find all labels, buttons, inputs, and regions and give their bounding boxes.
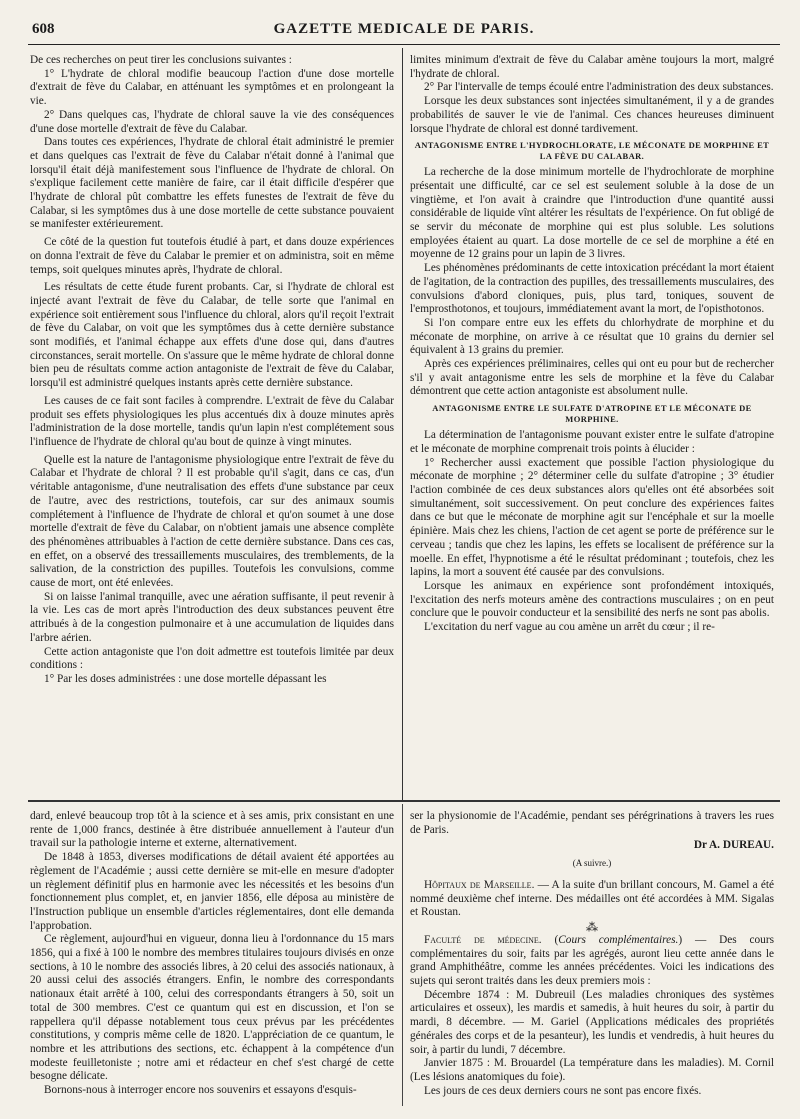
feuilleton-rule [28,800,780,802]
paragraph: De 1848 à 1853, diverses modifications de détail avaient été apportées au règlement de l'Académie ; aussi cette dernière se mit-elle en mesure d'adopter un règlement définitif plus en harmonie avec les nécessités et les besoins d'un fonctionnement plus complet, et, en janvier 1856, elle déposa au ministère de l'Instruction publique un ensemble d'articles réglementaires, dont elle demanda l'approbation. [30,851,394,932]
paragraph: Janvier 1875 : M. Brouardel (La température dans les maladies). M. Cornil (Les lésions anatomiques du foie). [410,1057,774,1083]
paragraph: 1° L'hydrate de chloral modifie beaucoup l'action d'une dose mortelle d'extrait de fève du Calabar, en atténuant les symptômes et en prolongeant la vie. [30,67,394,108]
paragraph: Lorsque les deux substances sont injectées simultanément, il y a de grandes probabilités de sauver le vie de l'animal. Ces chances heureuses diminuent lorsque l'hydrate de chloral est donné tardivement. [410,95,774,135]
paragraph: Quelle est la nature de l'antagonisme physiologique entre l'extrait de fève du Calabar et l'hydrate de chloral ? Il est probable qu'il s'agit, dans ce cas, d'un véritable antagonisme, d'une neutralisation des effets d'une substance par ceux de l'autre, avec des restrictions, toutefois, car sur des animaux soumis complétement à l'influence de l'hydrate de chloral et qu'on soumet à une dose mortelle d'extrait de fève du Calabar, on n'obtient jamais une absence complète des phénomènes attribuables à l'action de cette dernière substance. Dans ces cas, en effet, on a observé des tressaillements musculaires, des tremblements, de la salivation, de la constriction des pupilles. Toutefois les convulsions, comme cause de mort, ont été enlevées. [30,453,394,590]
paragraph: Dans toutes ces expériences, l'hydrate de chloral était administré le premier et dans quelques cas l'extrait de fève du Calabar n'était donné à l'animal que lorsqu'il était déjà manifestement sous l'influence de l'hydrate de chloral. On s'explique facilement cette manière de faire, car il était difficile d'espérer que l'hydrate de chloral pût combattre les effets funestes de l'extrait de fève du Calabar, si les symptômes dus à une dose mortelle de cette substance pouvaient se manifester extérieurement. [30,136,394,231]
paragraph: La recherche de la dose minimum mortelle de l'hydrochlorate de morphine présentait une difficulté, car ce sel est seulement soluble à la dose de un vingtième, et l'on avait à craindre que l'introduction d'une quantité aussi considérable de liquide vînt altérer les résultats de l'expérience. On fut obligé de se servir du méconate de morphine qui est plus soluble. Les solutions employées étaient au quart. La dose mortelle de ce sel de morphine a été en moyenne de 12 grains pour un lapin de 3 livres. [410,166,774,261]
paragraph: Faculté de médecine. (Cours complémentaires.) — Des cours complémentaires du soir, faits par les agrégés, auront lieu cette année dans le grand Amphithéâtre, comme les années précédentes. Voici les indications des sujets qui seront traités dans les deux premiers mois : [410,933,774,988]
paragraph: Cette action antagoniste que l'on doit admettre est toutefois limitée par deux conditions : [30,645,394,672]
paragraph: limites minimum d'extrait de fève du Calabar amène toujours la mort, malgré l'hydrate de chloral. [410,54,774,80]
article-column-right [410,54,774,798]
paragraph: Après ces expériences préliminaires, celles qui ont eu pour but de rechercher s'il y avait antagonisme entre les sels de morphine et la fève du Calabar démontrent que cette action antagoniste est absolument nulle. [410,358,774,398]
section-heading: ANTAGONISME ENTRE L'HYDROCHLORATE, LE MÉCONATE DE MORPHINE ET LA FÈVE DU CALABAR. [414,140,770,162]
paragraph: ⁂ [586,919,598,934]
paragraph: 1° Rechercher aussi exactement que possible l'action physiologique du méconate de morphine ; 2° déterminer celle du sulfate d'atropine ; 3° étudier l'action combinée de ces deux substances alors qu'elles ont été absorbées soit simultanément, soit successivement. On peut conclure des expériences faites dans ce but que le méconate de morphine agit sur l'encéphale et sur la moelle épinière. Mais chez les chiens, l'action de cet agent se porte de préférence sur le cerveau ; tandis que chez les lapins, les effets se localisent de préférence sur la moelle. En effet, l'hypnotisme a été le résultat prédominant ; toutefois, chez les lapins, la mort a souvent été causée par des convulsions. [410,456,774,579]
paragraph: 2° Par l'intervalle de temps écoulé entre l'administration des deux substances. [424,81,774,94]
feuilleton-column-left [30,810,394,1110]
paragraph: Les jours de ces deux derniers cours ne sont pas encore fixés. [424,1084,702,1097]
paragraph: Hôpitaux de Marseille. — A la suite d'un brillant concours, M. Gamel a été nommé deuxième chef interne. Des médailles ont été accordées à MM. Sigalas et Roustan. [410,878,774,919]
journal-title: GAZETTE MEDICALE DE PARIS. [273,21,535,37]
paragraph: 1° Par les doses administrées : une dose mortelle dépassant les [44,672,327,685]
paragraph: Bornons-nous à interroger encore nos souvenirs et essayons d'esquis- [44,1084,357,1097]
column-divider [402,48,403,800]
paragraph: Décembre 1874 : M. Dubreuil (Les maladies chroniques des systèmes articulaires et osseux), les mardis et samedis, à huit heures du soir, à partir du mardi, 8 décembre. — M. Gariel (Applications médicales des propriétés générales des corps et de la pesanteur), les lundis et vendredis, à huit heures du soir, à partir du lundi, 7 décembre. [410,988,774,1056]
paragraph: Ce côté de la question fut toutefois étudié à part, et dans douze expériences on donna l'extrait de fève du Calabar le premier et on administra, soit en même temps, soit quelques minutes après, l'hydrate de chloral. [30,236,394,276]
paragraph: dard, enlevé beaucoup trop tôt à la science et à ses amis, prix consistant en une rente de 1,000 francs, destinée à être distribuée annuellement à l'auteur d'un travail sur la pathologie interne et externe, alternativement. [30,810,394,850]
author-signature: Dr A. DUREAU. [693,839,774,852]
page-header [28,18,780,45]
paragraph: Les causes de ce fait sont faciles à comprendre. L'extrait de fève du Calabar produit ses effets physiologiques les plus accentués dix à douze minutes après l'administration de la dose mortelle, tandis qu'un lapin n'est complétement sous l'influence de l'hydrate de chloral qu'au bout de quinze à vingt minutes. [30,394,394,448]
paragraph: De ces recherches on peut tirer les conclusions suivantes : [30,54,292,66]
feuilleton-divider [402,804,403,1106]
paragraph: ser la physionomie de l'Académie, pendant ses pérégrinations à travers les rues de Paris. [410,810,774,836]
paragraph: 2° Dans quelques cas, l'hydrate de chloral sauve la vie des conséquences d'une dose mortelle d'extrait de fève du Calabar. [30,108,394,135]
paragraph: (A suivre.) [572,858,612,869]
section-heading: ANTAGONISME ENTRE LE SULFATE D'ATROPINE ET LE MÉCONATE DE MORPHINE. [432,403,752,425]
page-number: 608 [32,21,55,37]
paragraph: La détermination de l'antagonisme pouvant exister entre le sulfate d'atropine et le méconate de morphine comprenait trois points à élucider : [410,429,774,455]
feuilleton-column-right [410,810,774,1110]
paragraph: Si on laisse l'animal tranquille, avec une aération suffisante, il peut revenir à la vie. Les cas de mort après l'introduction des deux substances peuvent être attribués à de la congestion pulmonaire et à une accumulation de liquides dans l'arbre aérien. [30,590,394,644]
paragraph: Les résultats de cette étude furent probants. Car, si l'hydrate de chloral est injecté avant l'extrait de fève du Calabar, de telle sorte que l'animal en expérience soit entièrement sous l'influence du chloral, alors qu'il reçoit l'extrait de fève du Calabar, on voit que les symptômes dus à cette dernière substance sont modifiés, et l'animal échappe aux effets d'une dose qui, dans d'autres circonstances, serait mortelle. On s'assure que le même hydrate de chloral donne bien peu de résultats comme action antagoniste de l'extrait de fève du Calabar, lorsqu'il est administré quelques instants après cette dernière substance. [30,281,394,390]
paragraph: Ce règlement, aujourd'hui en vigueur, donna lieu à l'ordonnance du 15 mars 1856, qui a fixé à 100 le nombre des membres titulaires toujours divisés en onze sections, à 10 le nombre des associés libres, à 20 celui des associés nationaux, à 20 aussi celui des associés étrangers. Enfin, le nombre des correspondants nationaux était arrêté à 100, celui des correspondants étrangers à 50, soit un total de 300 membres. C'est ce quantum qui est en discussion, et l'on se rappellera qu'il dépasse notablement tous ceux prévus par les précédentes constitutions, y compris même celle de 1820. L'appréciation de ce quantum, le nombre et les attributions des sections, etc. échappent à la compétence d'un modeste feuilletoniste ; notre ami et rédacteur en chef s'est chargé de cette besogne délicate. [30,933,394,1083]
paragraph: L'excitation du nerf vague au cou amène un arrêt du cœur ; il re- [424,621,715,634]
paragraph: Lorsque les animaux en expérience sont profondément intoxiqués, l'excitation des nerfs moteurs amène des contractions musculaires ; on en peut conclure que le pouvoir conducteur et la sensibilité des nerfs ne sont pas abolis. [410,579,774,620]
paragraph: Si l'on compare entre eux les effets du chlorhydrate de morphine et du méconate de morphine, on arrive à ce résultat que 10 grains du dernier sel équivalent à 13 grains du premier. [410,316,774,357]
paragraph: Les phénomènes prédominants de cette intoxication précédant la mort étaient de l'agitation, de la contraction des pupilles, des tressaillements musculaires, des convulsions d'abord cloniques, puis, plus tard, toniques, souvent de l'emprosthotonos, et toujours, immédiatement avant la mort, de l'opisthotonos. [410,262,774,316]
article-column-left [30,54,394,798]
